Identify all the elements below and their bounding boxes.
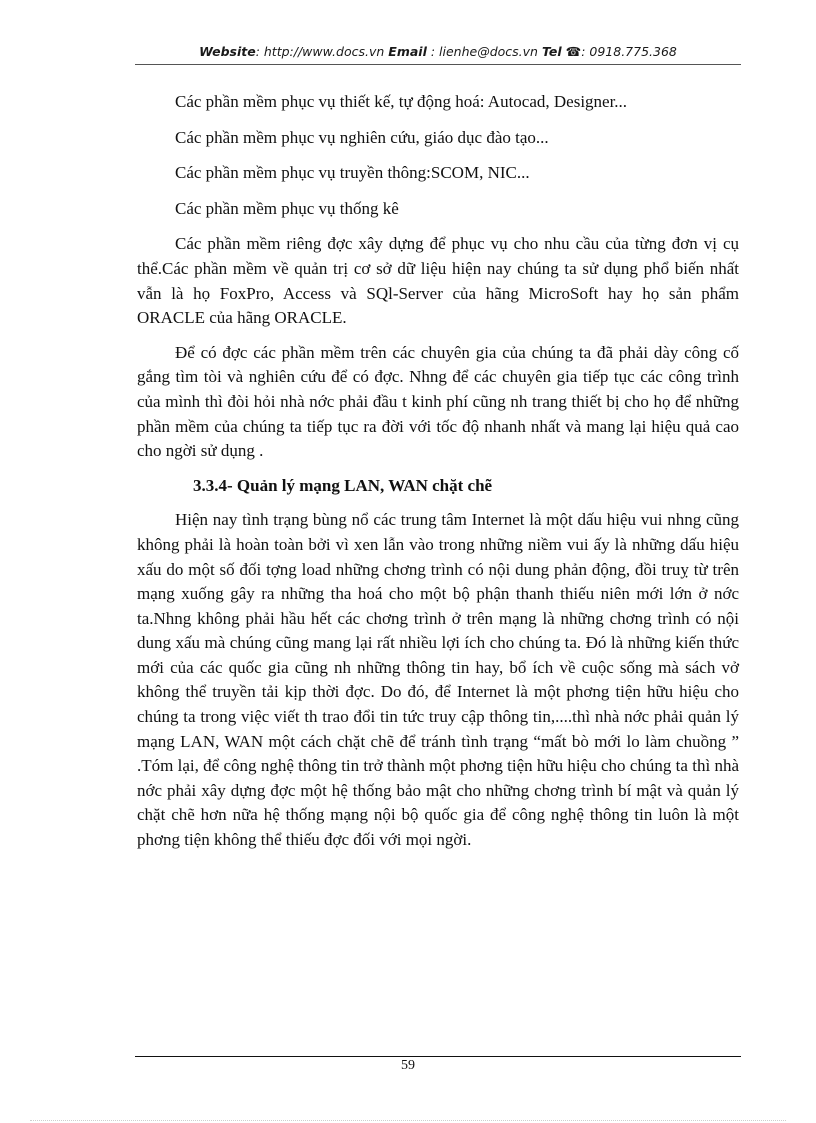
email-address[interactable]: : lienhe@docs.vn bbox=[430, 44, 538, 59]
document-body bbox=[137, 90, 739, 853]
list-item: Các phần mềm phục vụ thiết kế, tự động hoá: Autocad, Designer... bbox=[175, 92, 628, 111]
page-header bbox=[135, 44, 741, 59]
phone-icon: ☎ bbox=[565, 44, 582, 59]
section-heading: 3.3.4- Quản lý mạng LAN, WAN chặt chẽ bbox=[193, 475, 493, 495]
email-label: Email bbox=[388, 44, 427, 59]
page-bottom-border bbox=[30, 1120, 786, 1121]
footer-divider bbox=[135, 1056, 741, 1057]
website-label: Website bbox=[199, 44, 256, 59]
paragraph: Để có đợc các phần mềm trên các chuyên gia của chúng ta đã phải dày công cố gắng tìm tòi và nghiên cứu để có đợc. Nhng để các chuyên gia tiếp tục các công trình của mình thì đòi hỏi nhà nớc phải đầu t kinh phí cũng nh trang thiết bị cho họ để những phần mềm của chúng ta tiếp tục ra đời với tốc độ nhanh nhất và mang lại hiệu quả cao cho ngời sử dụng . bbox=[137, 342, 739, 461]
paragraph: Hiện nay tình trạng bùng nổ các trung tâm Internet là một dấu hiệu vui nhng cũng không phải là hoàn toàn bởi vì xen lẫn vào trong những niềm vui ấy là những dấu hiệu xấu do một số đối tợng load những chơng trình có nội dung phản động, đồi truỵ từ trên mạng xuống gây ra những tha hoá cho một bộ phận thanh thiếu niên mới lớn ở nớc ta.Nhng không phải hầu hết các chơng trình ở trên mạng là những chơng trình có nội dung xấu mà chúng cũng mang lại rất nhiều lợi ích cho chúng ta. Đó là những kiến thức mới của các quốc gia cũng nh những thông tin hay, bổ ích về cuộc sống mà sách vở không thể truyền tải kịp thời đợc. Do đó, để Internet là một phơng tiện hữu hiệu cho chúng ta trong việc viết th trao đổi tin tức truy cập thông tin,....thì nhà nớc phải quản lý mạng LAN, WAN một cách chặt chẽ để tránh tình trạng “mất bò mới lo làm chuồng ” .Tóm lại, để công nghệ thông tin trở thành một phơng tiện hữu hiệu cho chúng ta thì nhà nớc phải xây dựng đợc một hệ thống bảo mật cho những chơng trình bí mật và quản lý chặt chẽ hơn nữa hệ thống mạng nội bộ quốc gia để công nghệ thông tin luôn là một phơng tiện không thể thiếu đợc đối với mọi ngời. bbox=[137, 510, 739, 850]
list-item: Các phần mềm phục vụ nghiên cứu, giáo dục đào tạo... bbox=[175, 127, 549, 147]
tel-label: Tel bbox=[541, 44, 562, 59]
paragraph: Các phần mềm riêng đợc xây dựng để phục vụ cho nhu cầu của từng đơn vị cụ thể.Các phần mềm về quản trị cơ sở dữ liệu hiện nay chúng ta sử dụng phổ biến nhất vẫn là họ FoxPro, Access và SQl-Server của hãng MicroSoft hay họ sản phẩm ORACLE của hãng ORACLE. bbox=[137, 234, 739, 328]
list-item: Các phần mềm phục vụ truyền thông:SCOM, NIC... bbox=[175, 163, 530, 183]
website-url[interactable]: : http://www.docs.vn bbox=[255, 44, 385, 59]
header-divider bbox=[135, 64, 741, 65]
page-number: 59 bbox=[401, 1058, 415, 1073]
list-item: Các phần mềm phục vụ thống kê bbox=[175, 198, 399, 218]
tel-number: : 0918.775.368 bbox=[581, 44, 677, 59]
